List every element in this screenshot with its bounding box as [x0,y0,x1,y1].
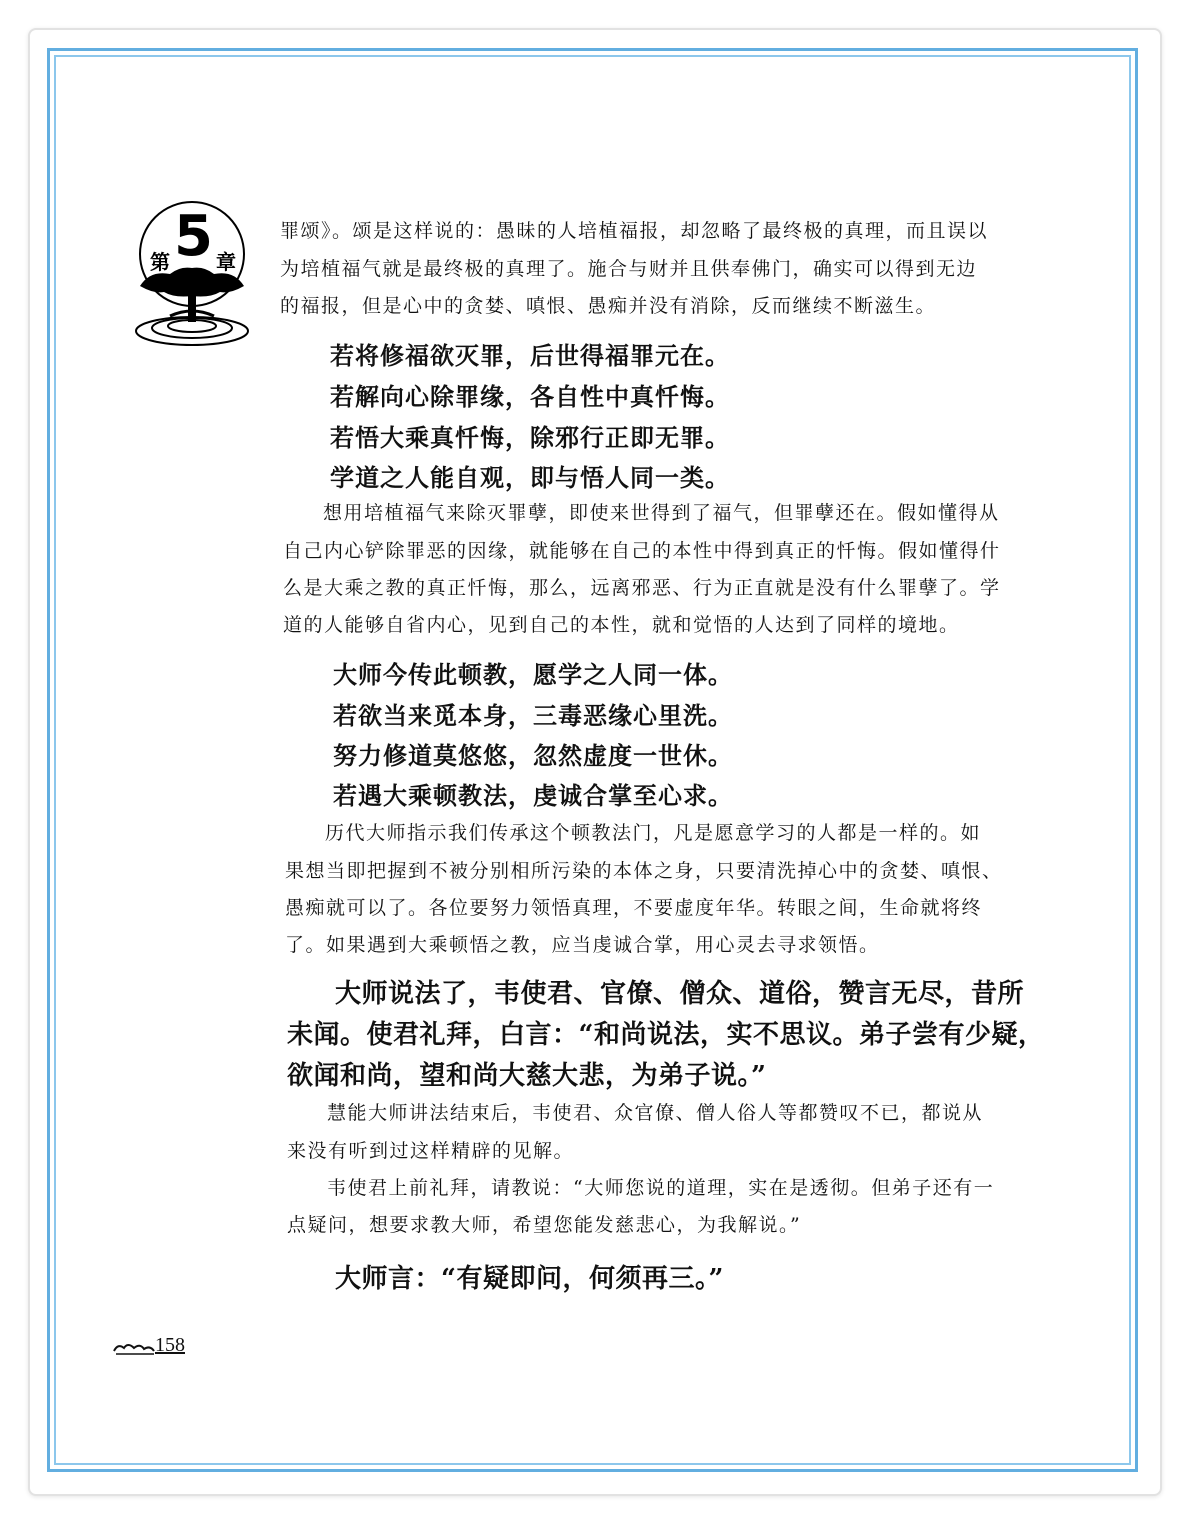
paragraph-line: 愚痴就可以了。各位要努力领悟真理，不要虚度年华。转眼之间，生命就将终 [285,897,983,919]
scripture-line: 未闻。使君礼拜，白言：“和尚说法，实不思议。弟子尝有少疑， [287,1020,1045,1050]
page-number: 158 [155,1334,185,1356]
chapter-prefix: 第 [150,250,170,274]
scripture-line: 大师说法了，韦使君、官僚、僧众、道俗，赞言无尽，昔所 [335,979,1025,1009]
verse-line: 学道之人能自观，即与悟人同一类。 [330,463,730,492]
chapter-suffix: 章 [216,250,236,274]
paragraph-line: 了。如果遇到大乘顿悟之教，应当虔诚合掌，用心灵去寻求领悟。 [285,934,880,956]
paragraph-line: 点疑问，想要求教大师，希望您能发慈悲心，为我解说。” [287,1214,802,1236]
verse-line: 大师今传此顿教，愿学之人同一体。 [333,660,733,689]
paragraph-line: 罪颂》。颂是这样说的：愚昧的人培植福报，却忽略了最终极的真理，而且误以 [280,220,989,242]
verse-line: 若解向心除罪缘，各自性中真忏悔。 [330,382,730,411]
paragraph-line: 慧能大师讲法结束后，韦使君、众官僚、僧人俗人等都赞叹不已，都说从 [327,1102,984,1124]
paragraph-line: 道的人能够自省内心，见到自己的本性，就和觉悟的人达到了同样的境地。 [283,614,960,636]
verse-line: 若将修福欲灭罪，后世得福罪元在。 [330,341,730,370]
paragraph-line: 历代大师指示我们传承这个顿教法门，凡是愿意学习的人都是一样的。如 [325,822,982,844]
verse-line: 若欲当来觅本身，三毒恶缘心里洗。 [333,701,733,730]
paragraph-line: 果想当即把握到不被分别相所污染的本体之身，只要清洗掉心中的贪婪、嗔恨、 [285,860,1003,882]
scripture-line: 欲闻和尚，望和尚大慈大悲，为弟子说。” [287,1061,767,1091]
paragraph-line: 为培植福气就是最终极的真理了。施合与财并且供奉佛门，确实可以得到无边 [280,258,978,280]
paragraph-line: 自己内心铲除罪恶的因缘，就能够在自己的本性中得到真正的忏悔。假如懂得什 [283,540,1001,562]
verse-line: 若悟大乘真忏悔，除邪行正即无罪。 [330,423,730,452]
paragraph-line: 的福报，但是心中的贪婪、嗔恨、愚痴并没有消除，反而继续不断滋生。 [280,295,937,317]
chapter-badge [130,198,254,356]
paragraph-line: 韦使君上前礼拜，请教说：“大师您说的道理，实在是透彻。但弟子还有一 [327,1177,995,1199]
paragraph-line: 来没有听到过这样精辟的见解。 [287,1140,575,1162]
cloud-ornament-icon [112,1339,156,1357]
paragraph-line: 想用培植福气来除灭罪孽，即使来世得到了福气，但罪孽还在。假如懂得从 [323,502,1000,524]
chapter-number: 5 [174,204,213,269]
scripture-line: 大师言：“有疑即问，何须再三。” [335,1264,724,1294]
verse-line: 努力修道莫悠悠，忽然虚度一世休。 [333,741,733,770]
verse-line: 若遇大乘顿教法，虔诚合掌至心求。 [333,781,733,810]
paragraph-line: 么是大乘之教的真正忏悔，那么，远离邪恶、行为正直就是没有什么罪孽了。学 [283,577,1001,599]
